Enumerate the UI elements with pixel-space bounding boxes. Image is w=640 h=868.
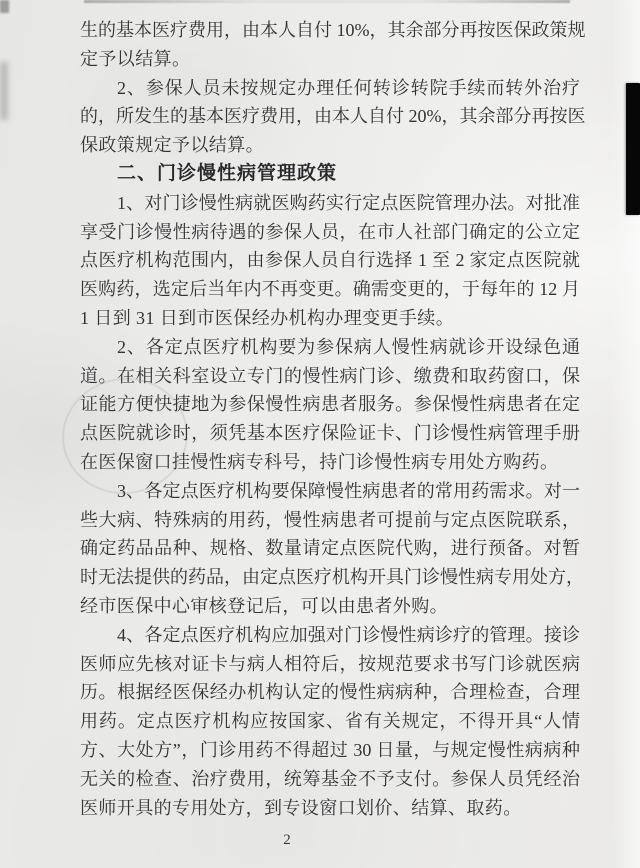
text-line: 2、参保人员未按规定办理任何转诊转院手续而转外治疗 (117, 77, 580, 98)
text-line: 无关的检查、治疗费用，统筹基金不予支付。参保人员凭经治 (80, 768, 580, 789)
text-line: 些大病、特殊病的用药，慢性病患者可提前与定点医院联系， (80, 509, 580, 530)
text-line: 经市医保中心审核登记后，可以由患者外购。 (80, 595, 448, 616)
text-line: 4、各定点医疗机构应加强对门诊慢性病诊疗的管理。接诊 (117, 624, 580, 645)
text-line: 定予以结算。 (80, 48, 191, 69)
document-body (80, 16, 586, 822)
text-line: 历。根据经医保经办机构认定的慢性病病种，合理检查，合理 (80, 682, 580, 703)
text-line: 点医院就诊时，须凭基本医疗保险证卡、门诊慢性病管理手册 (80, 423, 580, 444)
page-number: 2 (283, 832, 291, 848)
text-line: 享受门诊慢性病待遇的参保人员，在市人社部门确定的公立定 (80, 221, 580, 242)
text-line: 证能方便快捷地为参保慢性病患者服务。参保慢性病患者在定 (80, 394, 580, 415)
text-line: 点医疗机构范围内，由参保人员自行选择 1 至 2 家定点医院就 (80, 250, 580, 271)
scan-edge-mark (626, 83, 640, 215)
text-line: 时无法提供的药品，由定点医疗机构开具门诊慢性病专用处方， (80, 567, 584, 588)
text-line: 的，所发生的基本医疗费用，由本人自付 20%，其余部分再按医 (80, 106, 586, 127)
text-line: 道。在相关科室设立专门的慢性病门诊、缴费和取药窗口，保 (80, 365, 580, 386)
text-line: 医师开具的专用处方，到专设窗口划价、结算、取药。 (80, 797, 522, 818)
text-line: 医师应先核对证卡与病人相符后，按规范要求书写门诊就医病 (80, 653, 580, 674)
text-line: 3、各定点医疗机构要保障慢性病患者的常用药需求。对一 (117, 480, 580, 501)
text-line: 保政策规定予以结算。 (80, 135, 264, 156)
text-line: 生的基本医疗费用，由本人自付 10%，其余部分再按医保政策规 (80, 20, 586, 40)
text-line: 方、大处方”，门诊用药不得超过 30 日量，与规定慢性病病种 (80, 739, 580, 760)
scan-corner-mark (0, 0, 9, 13)
text-line: 1 日到 31 日到市医保经办机构办理变更手续。 (80, 307, 455, 328)
text-line: 用药。定点医疗机构应按国家、省有关规定，不得开具“人情 (80, 711, 580, 732)
text-line: 确定药品品种、规格、数量请定点医院代购，进行预备。对暂 (80, 538, 580, 559)
text-line: 医购药，选定后当年内不再变更。确需变更的，于每年的 12 月 (80, 279, 580, 300)
scan-top-edge-shadow (84, 0, 570, 3)
text-line: 2、各定点医疗机构要为参保病人慢性病就诊开设绿色通 (117, 336, 580, 357)
text-line: 1、对门诊慢性病就医购药实行定点医院管理办法。对批准 (117, 192, 580, 213)
section-heading: 二、门诊慢性病管理政策 (117, 162, 338, 184)
scan-left-smudge (0, 62, 8, 120)
text-line: 在医保窗口挂慢性病专科号，持门诊慢性病专用处方购药。 (80, 451, 559, 472)
